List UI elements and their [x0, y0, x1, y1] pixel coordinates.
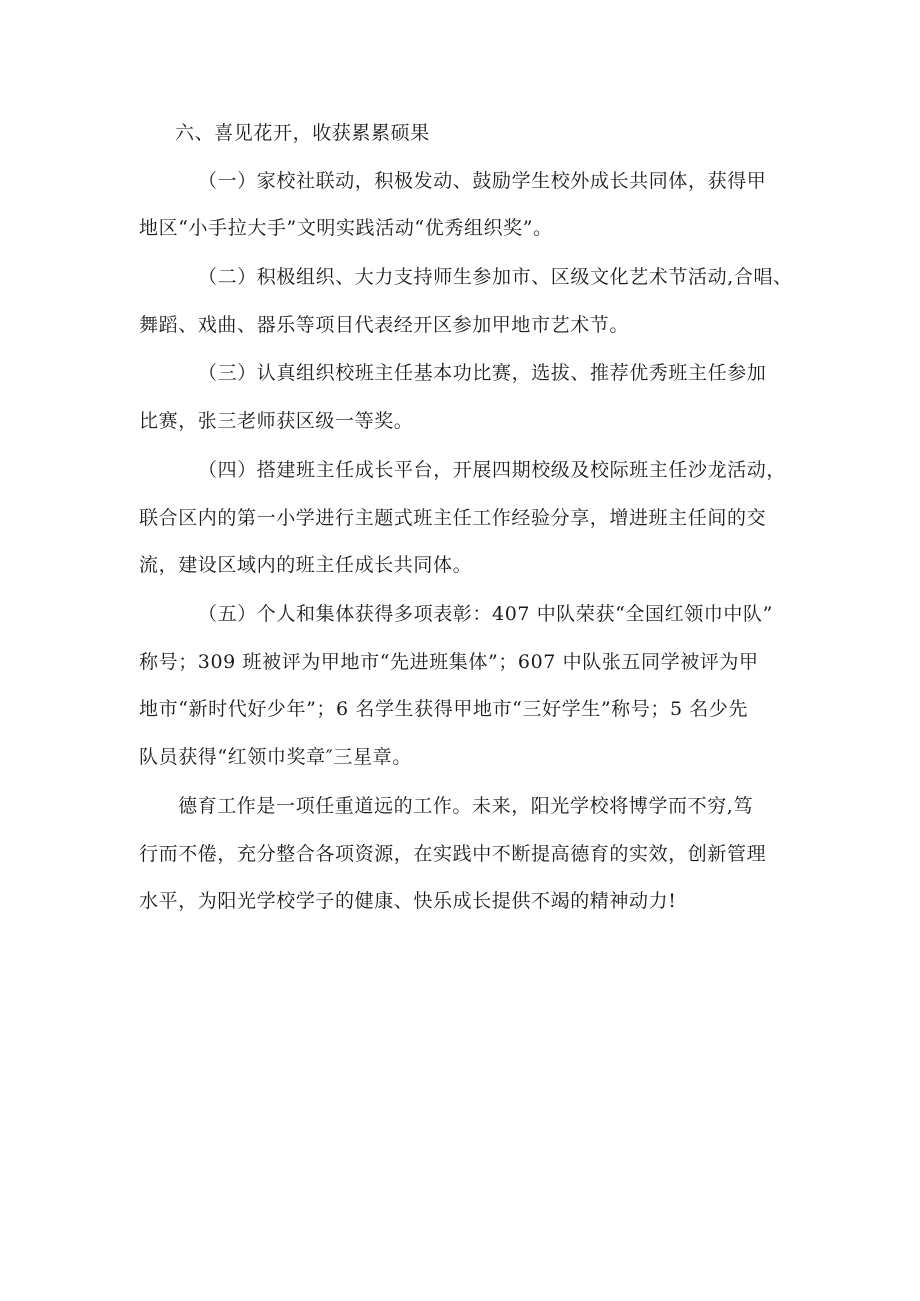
item-5-line-3: 地市“新时代好少年”；6 名学生获得甲地市“三好学生”称号；5 名少先 [139, 698, 749, 720]
item-5-line-4: 队员获得“红领巾奖章″三星章。 [139, 746, 412, 768]
closing-line-2: 行而不倦，充分整合各项资源，在实践中不断提高德育的实效，创新管理 [139, 843, 767, 865]
item-1-line-2: 地区“小手拉大手”文明实践活动“优秀组织奖”。 [139, 217, 553, 239]
item-1-line-1: （一）家校社联动，积极发动、鼓励学生校外成长共同体，获得甲 [198, 170, 767, 192]
item-4-line-1: （四）搭建班主任成长平台，开展四期校级及校际班主任沙龙活动， [198, 459, 787, 481]
section-heading: 六、喜见花开，收获累累硕果 [175, 122, 430, 144]
closing-line-3: 水平，为阳光学校学子的健康、快乐成长提供不竭的精神动力! [139, 890, 677, 912]
item-2-line-2: 舞蹈、戏曲、器乐等项目代表经开区参加甲地市艺术节。 [139, 314, 630, 336]
item-3-line-1: （三）认真组织校班主任基本功比赛，选拔、推荐优秀班主任参加 [198, 362, 767, 384]
item-3-line-2: 比赛，张三老师获区级一等奖。 [139, 410, 414, 432]
item-5-line-1: （五）个人和集体获得多项表彰：407 中队荣获“全国红领巾中队” [198, 603, 773, 625]
closing-line-1: 德育工作是一项任重道远的工作。未来，阳光学校将博学而不穷,笃 [178, 795, 754, 817]
item-4-line-3: 流，建设区域内的班主任成长共同体。 [139, 554, 473, 576]
item-4-line-2: 联合区内的第一小学进行主题式班主任工作经验分享，增进班主任间的交 [139, 507, 767, 529]
item-2-line-1: （二）积极组织、大力支持师生参加市、区级文化艺术节活动,合唱、 [198, 266, 793, 288]
item-5-line-2: 称号；309 班被评为甲地市“先进班集体”；607 中队张五同学被评为甲 [139, 651, 759, 673]
